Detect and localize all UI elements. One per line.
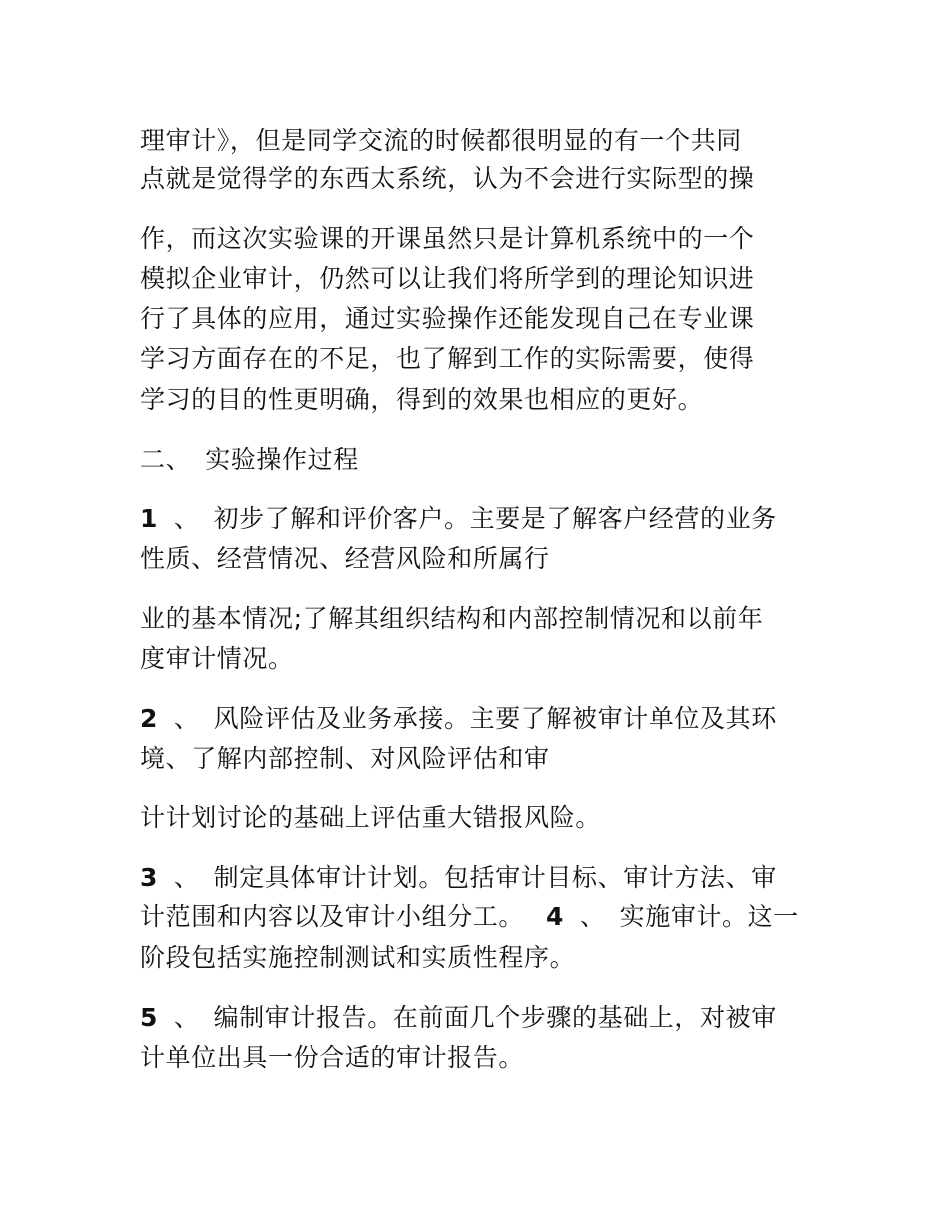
section-number: 二、 [140, 445, 192, 474]
paragraph-line: 境、了解内部控制、对风险评估和审 [140, 744, 550, 773]
step-number: 4 [546, 902, 565, 931]
step-separator: 、 [174, 704, 200, 733]
step-number: 1 [140, 504, 158, 533]
step-5-line [140, 1001, 777, 1035]
step-text: 编制审计报告。在前面几个步骤的基础上，对被审 [213, 1003, 777, 1032]
paragraph-line: 行了具体的应用，通过实验操作还能发现自己在专业课 [140, 304, 755, 333]
step-2-line [140, 702, 777, 736]
paragraph-line: 学习的目的性更明确，得到的效果也相应的更好。 [140, 385, 704, 414]
paragraph-line: 计计划讨论的基础上评估重大错报风险。 [140, 803, 601, 832]
paragraph-line: 业的基本情况;了解其组织结构和内部控制情况和以前年 [140, 604, 764, 633]
step-number: 3 [140, 863, 158, 892]
step-separator: 、 [174, 1003, 200, 1032]
step-3-line [140, 861, 777, 895]
step-text: 计范围和内容以及审计小组分工。 [140, 902, 525, 931]
paragraph-line: 度审计情况。 [140, 644, 294, 673]
step-separator: 、 [580, 902, 606, 931]
paragraph-line: 计单位出具一份合适的审计报告。 [140, 1043, 525, 1072]
step-1-line [140, 502, 777, 536]
paragraph-line: 学习方面存在的不足，也了解到工作的实际需要，使得 [140, 344, 755, 373]
paragraph-line: 点就是觉得学的东西太系统，认为不会进行实际型的操 [140, 164, 755, 193]
step-separator: 、 [174, 863, 200, 892]
paragraph-line: 理审计》，但是同学交流的时候都很明显的有一个共同 [140, 126, 742, 155]
step-separator: 、 [174, 504, 200, 533]
step-number: 5 [140, 1003, 158, 1032]
section-title: 实验操作过程 [205, 445, 359, 474]
step-3-4-line [140, 900, 799, 934]
step-text: 制定具体审计计划。包括审计目标、审计方法、审 [213, 863, 777, 892]
step-number: 2 [140, 704, 158, 733]
step-text: 初步了解和评价客户。主要是了解客户经营的业务 [213, 504, 777, 533]
paragraph-line: 性质、经营情况、经营风险和所属行 [140, 544, 550, 573]
step-text: 风险评估及业务承接。主要了解被审计单位及其环 [213, 704, 777, 733]
step-text: 实施审计。这一 [619, 902, 799, 931]
paragraph-line: 阶段包括实施控制测试和实质性程序。 [140, 943, 576, 972]
paragraph-line: 模拟企业审计，仍然可以让我们将所学到的理论知识进 [140, 264, 755, 293]
section-heading [140, 443, 359, 477]
paragraph-line: 作，而这次实验课的开课虽然只是计算机系统中的一个 [140, 224, 755, 253]
